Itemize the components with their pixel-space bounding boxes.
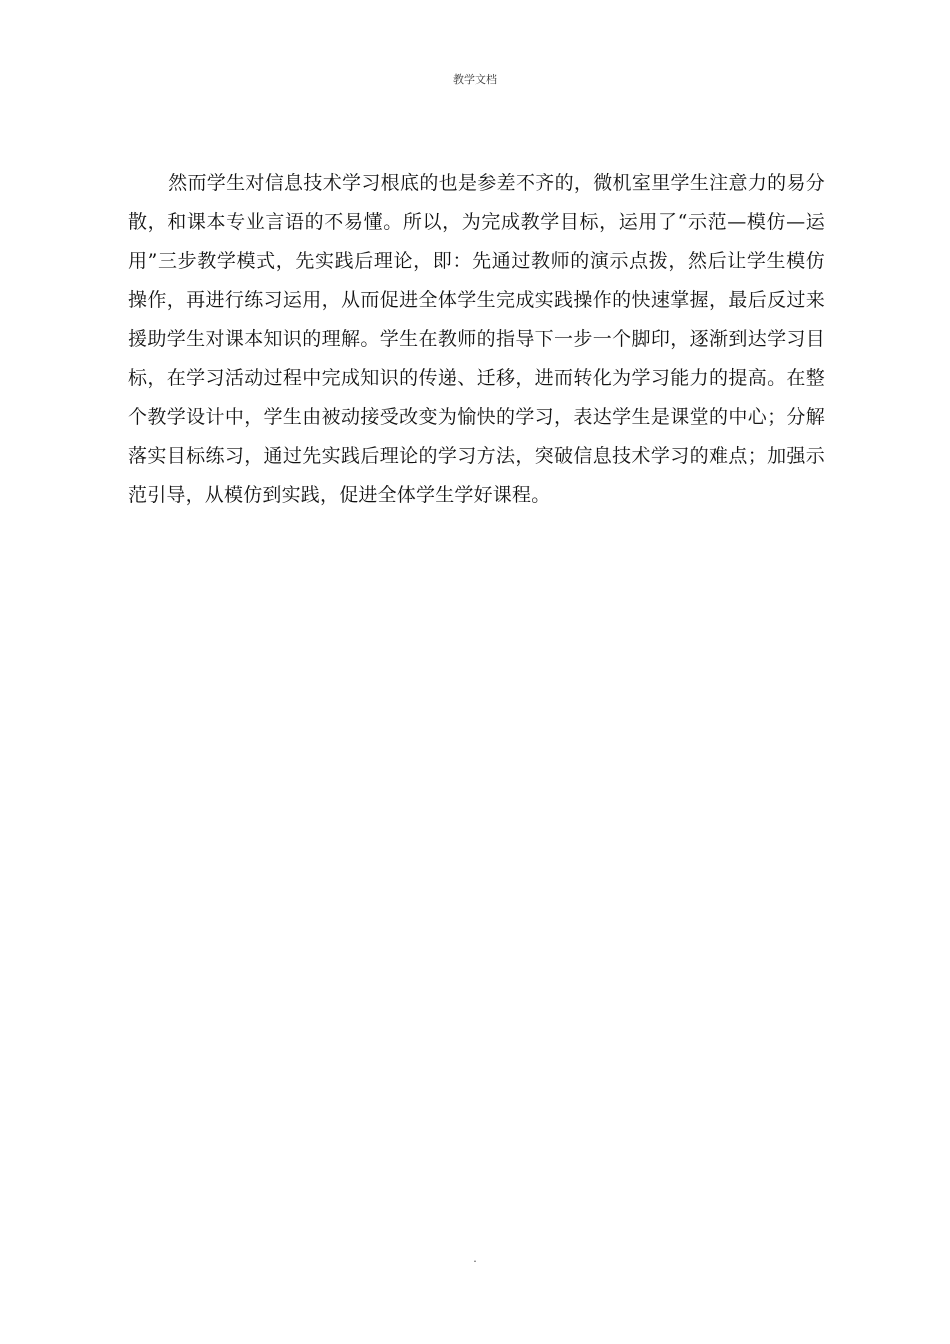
body-paragraph-text: 然而学生对信息技术学习根底的也是参差不齐的，微机室里学生注意力的易分散，和课本专业言语的不易懂。所以，为完成教学目标，运用了“示范—模仿—运用”三步教学模式，先实践后理论，即：先通过教师的演示点拨，然后让学生模仿操作，再进行练习运用，从而促进全体学生完成实践操作的快速掌握，最后反过来援助学生对课本知识的理解。学生在教师的指导下一步一个脚印，逐渐到达学习目标，在学习活动过程中完成知识的传递、迁移，进而转化为学习能力的提高。在整个教学设计中，学生由被动接受改变为愉快的学习，表达学生是课堂的中心；分解落实目标练习，通过先实践后理论的学习方法，突破信息技术学习的难点；加强示范引导，从模仿到实践，促进全体学生学好课程。: [128, 172, 825, 506]
body-paragraph: [128, 164, 825, 515]
page-footer: .: [473, 1252, 477, 1265]
page-header: 教学文档: [453, 73, 497, 86]
